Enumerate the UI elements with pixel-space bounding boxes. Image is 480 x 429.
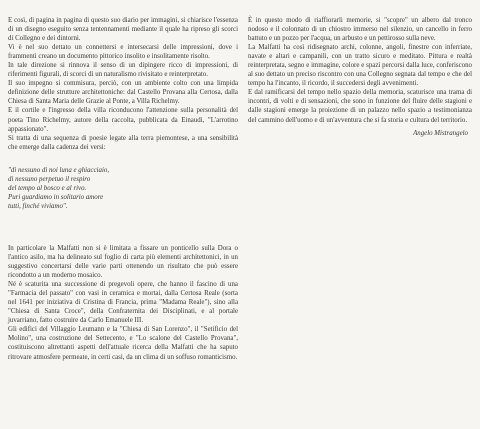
poem-line: tutti, finché viviamo".	[8, 203, 68, 211]
author-signature: Angelo Mistrangelo	[413, 129, 468, 137]
poem-line: di nessuno perpetuo il respiro	[8, 176, 91, 184]
paragraph: Gli edifici del Villaggio Leumann e la "Chiesa di San Lorenzo", il "Setificio del Molino", una costruzione del Settecento, e "Lo scalone del Castello Provana", costituiscono altrettanti aspetti dell'attuale ricerca della Malfatti che ha saputo ritrovare atmosfere permeate, in certi casi, da un clima di un soffuso romanticismo.	[8, 326, 238, 361]
spacer	[8, 226, 238, 244]
paragraph: E così, di pagina in pagina di questo suo diario per immagini, si chiarisce l'essenza di un disegno eseguito senza tentennamenti mediante il quale ha ripreso gli scorci di Collegno e dei dintorni.	[8, 17, 238, 43]
paragraph: Vi è nel suo dettato un connettersi e intersecarsi delle impressioni, dove i frammenti creano un documento pittorico insolito e insolitamente risolto.	[8, 44, 238, 61]
paragraph: Si tratta di una sequenza di poesie legate alla terra piemontese, a una sensibilità che emerge dalla cadenza dei versi:	[8, 134, 238, 151]
poem-line: Puri guardiamo in solitario amore	[8, 194, 104, 202]
poem-line: "di nessuno di noi luna e ghiacciaio,	[8, 167, 110, 175]
paragraph: E dal ramificarsi del tempo nello spazio della memoria, scaturisce una trama di incontri, di volti e di sensazioni, che sono in funzione del fluire delle stagioni e dalle stagioni emerge la proiezione di un palazzo nello spazio a testimonianza del cammino dell'uomo e di un'avventura che si fa storia e cultura del territorio.	[248, 89, 472, 124]
paragraph: E il cortile e l'ingresso della villa riconducono l'attenzione sulla personalità del poeta Tino Richelmy, autore della raccolta, pubblicata da Einaudi, "L'arrotino appassionato".	[8, 107, 238, 133]
paragraph: Il suo impegno si commisura, perciò, con un ambiente colto con una limpida definizione delle strutture architettoniche: dal Castello Provana alla Certosa, dalla Chiesa di Santa Maria delle Grazie al Ponte, a Villa Richelmy.	[8, 80, 238, 106]
right-column	[248, 16, 472, 138]
poem-quote	[8, 166, 238, 211]
paragraph: Né è scaturita una successione di pregevoli opere, che hanno il fascino di una "Farmacia del passato" con vasi in ceramica e mortai, dalla Certosa Reale (sorta nel 1641 per iniziativa di Cristina di Francia, prima "Madama Reale"), sino alla "Chiesa di Santa Croce", della Confraternita dei Disciplinati, e al portale juvarriano, fatto costruire da Carlo Emanuele III.	[8, 281, 238, 325]
paragraph: È in questo modo di riaffiorarli memorie, si "scopre" un albero dal tronco nodoso e il colonnato di un chiostro immerso nel silenzio, un cancello in ferro battuto e un pozzo per l'acqua, un arbusto e un pettirosso sulla neve.	[248, 17, 472, 43]
paragraph: In tale direzione si rinnova il senso di un dipingere ricco di impressioni, di riferimenti figurali, di scorci di un naturalismo rivisitato e reinterpretato.	[8, 62, 238, 79]
left-column	[8, 16, 238, 362]
paragraph: La Malfatti ha così ridisegnato archi, colonne, angoli, finestre con inferriate, navate e altari e campanili, con un tratto sicuro e meditato. Pittura e realtà reinterpretata, segno e immagine, colore e spazi percorsi dalla luce, conferiscono al suo dettato un preciso riscontro con una Collegno segnata dal tempo e che del tempo ha l'incanto, il ricordo, il succedersi degli avvenimenti.	[248, 44, 472, 88]
paragraph: In particolare la Malfatti non si è limitata a fissare un ponticello sulla Dora o l'antico asilo, ma ha delineato sul foglio di carta più elementi architettonici, in un suggestivo concertarsi delle varie parti ottenendo un risultato che può essere ricondotto a un moderno mosaico.	[8, 244, 238, 280]
poem-line: del tempo al bosco e al rivo.	[8, 185, 87, 193]
